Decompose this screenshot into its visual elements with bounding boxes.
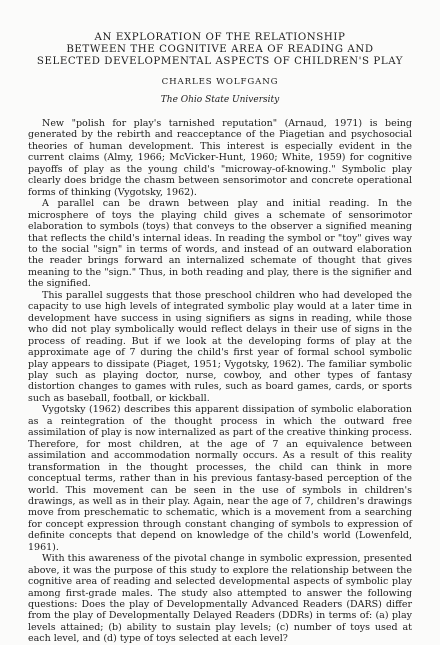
paper-title	[28, 32, 412, 68]
title-line-2: BETWEEN THE COGNITIVE AREA OF READING AND	[66, 44, 374, 55]
paragraph: Vygotsky (1962) describes this apparent dissipation of symbolic elaboration as a reintegration of the thought process in which the outward free assimilation of play is now internalized as part of the creative thinking process. Therefore, for most children, at the age of 7 an equivalence between assimilation and accommodation normally occurs. As a result of this reality transformation in the thought processes, the child can think in more conceptual terms, rather than in his previous fantasy-based perception of the world. This movement can be seen in the use of symbols in children's drawings, as well as in their play. Again, near the age of 7, children's drawings move from preschematic to schematic, which is a movement from a searching for concept expression through constant changing of symbols to expression of definite concepts that depend on knowledge of the child's world (Lowenfeld, 1961).	[28, 404, 412, 553]
paragraph: This parallel suggests that those preschool children who had developed the capacity to use high levels of integrated symbolic play would at a later time in development have success in using signifiers as signs in reading, while those who did not play symbolically would reflect delays in their use of signs in the process of reading. But if we look at the developing forms of play at the approximate age of 7 during the child's first year of formal school symbolic play appears to dissipate (Piaget, 1951; Vygotsky, 1962). The familiar symbolic play such as playing doctor, nurse, cowboy, and other types of fantasy distortion changes to games with rules, such as board games, cards, or sports such as baseball, football, or kickball.	[28, 289, 412, 404]
paragraph: With this awareness of the pivotal change in symbolic expression, presented above, it was the purpose of this study to explore the relationship between the cognitive area of reading and selected developmental aspects of symbolic play among first-grade males. The study also attempted to answer the following questions: Does the play of Developmentally Advanced Readers (DARS) differ from the play of Developmentally Delayed Readers (DDRs) in terms of: (a) play levels attained; (b) ability to sustain play levels; (c) number of toys used at each level, and (d) type of toys selected at each level?	[28, 553, 412, 645]
title-line-1: AN EXPLORATION OF THE RELATIONSHIP	[94, 32, 346, 43]
author-affiliation: The Ohio State University	[160, 95, 280, 105]
paragraph: New "polish for play's tarnished reputation" (Arnaud, 1971) is being generated by the rebirth and reacceptance of the Piagetian and psychosocial theories of human development. This interest is especially evident in the current claims (Almy, 1966; McVicker-Hunt, 1960; White, 1959) for cognitive payoffs of play as the young child's "microway-of-knowing." Symbolic play clearly does bridge the chasm between sensorimotor and concrete operational forms of thinking (Vygotsky, 1962).	[28, 118, 412, 198]
title-line-3: SELECTED DEVELOPMENTAL ASPECTS OF CHILDREN'S PLAY	[36, 56, 404, 67]
paragraph: A parallel can be drawn between play and initial reading. In the microsphere of toys the playing child gives a schemate of sensorimotor elaboration to symbols (toys) that conveys to the observer a signified meaning that reflects the child's internal ideas. In reading the symbol or "toy" gives way to the social "sign" in terms of words, and instead of an outward elaboration the reader brings forward an internalized schemate of thought that gives meaning to the "sign." Thus, in both reading and play, there is the signifier and the signified.	[28, 198, 412, 290]
author-name: CHARLES WOLFGANG	[161, 77, 279, 87]
paper-body	[28, 118, 412, 645]
